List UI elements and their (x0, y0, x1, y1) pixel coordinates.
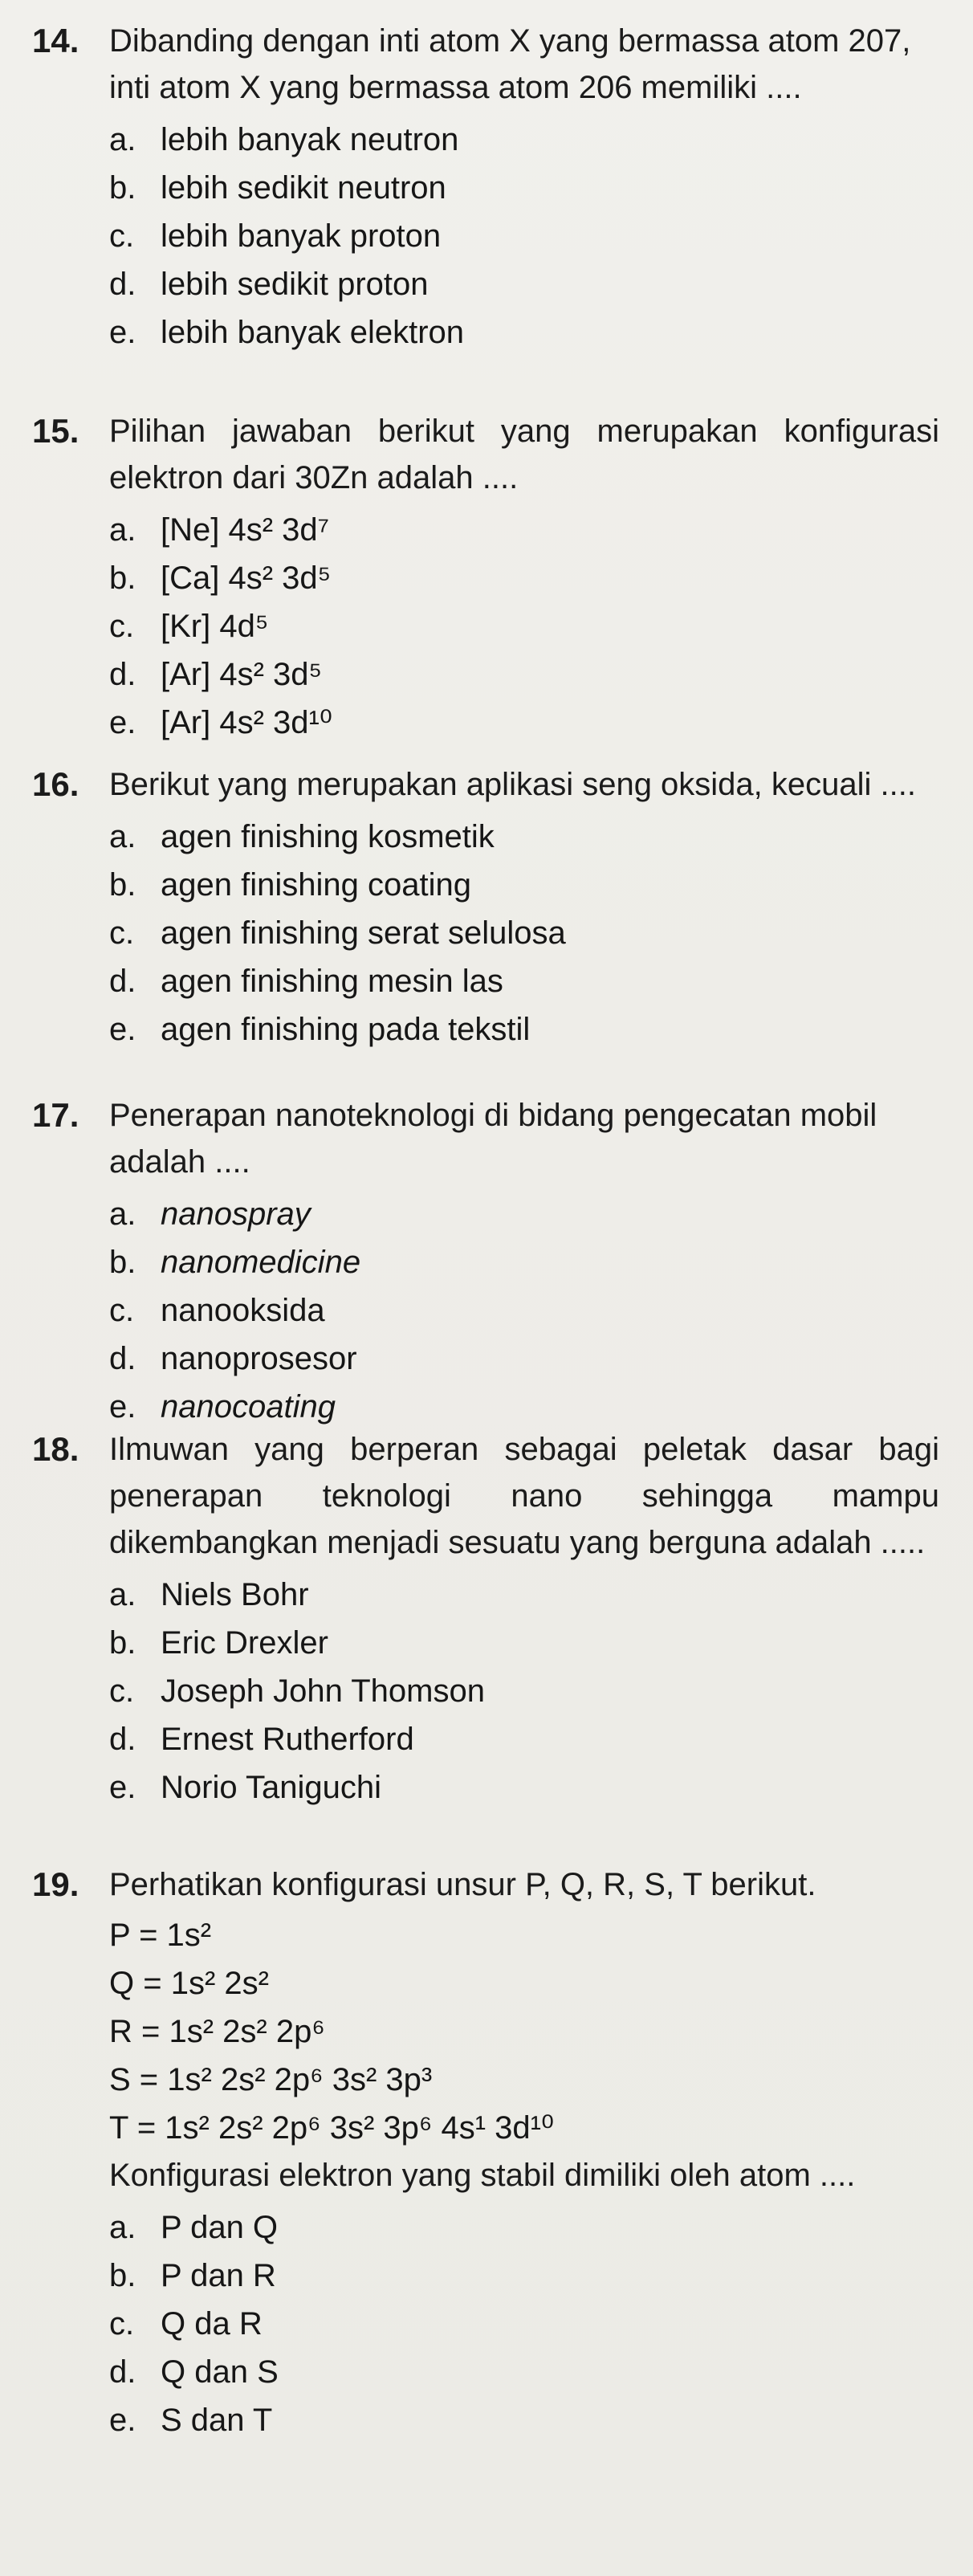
option-letter: c. (109, 609, 135, 644)
option-b (109, 2252, 939, 2300)
option-text: [Ca] 4s² 3d⁵ (161, 560, 332, 596)
question-prompt: Konfigurasi elektron yang stabil dimiliki oleh atom .... (109, 2158, 856, 2193)
option-a (109, 116, 939, 164)
option-d (109, 957, 939, 1005)
option-letter: e. (109, 2403, 136, 2438)
option-text: nanocoating (161, 1389, 336, 1425)
electron-config-list (109, 1911, 939, 2152)
question-number: 19. (32, 1865, 79, 1903)
option-letter: d. (109, 964, 136, 999)
option-letter: b. (109, 867, 136, 903)
option-b (109, 1238, 939, 1286)
option-c (109, 1286, 939, 1335)
question-19 (32, 1861, 939, 2444)
option-text: lebih banyak elektron (161, 315, 465, 350)
option-text: Eric Drexler (161, 1625, 328, 1661)
question-number: 18. (32, 1430, 79, 1468)
option-text: [Ar] 4s² 3d⁵ (161, 657, 323, 692)
option-e (109, 1005, 939, 1054)
option-letter: b. (109, 1625, 136, 1661)
option-d (109, 650, 939, 699)
option-letter: b. (109, 1245, 136, 1280)
option-c (109, 909, 939, 957)
config-q: Q = 1s² 2s² (109, 1966, 269, 2001)
answer-options (109, 1190, 939, 1431)
option-text: agen finishing serat selulosa (161, 915, 566, 951)
option-text: Joseph John Thomson (161, 1673, 485, 1709)
option-c (109, 1667, 939, 1715)
option-text: [Kr] 4d⁵ (161, 609, 269, 644)
option-letter: a. (109, 1196, 136, 1232)
option-e (109, 1383, 939, 1431)
option-b (109, 164, 939, 212)
question-number: 16. (32, 765, 79, 803)
question-18 (32, 1426, 939, 1812)
option-text: lebih sedikit neutron (161, 170, 446, 206)
option-letter: b. (109, 560, 136, 596)
option-letter: b. (109, 170, 136, 206)
option-e (109, 1763, 939, 1812)
option-letter: d. (109, 657, 136, 692)
question-15 (32, 408, 939, 747)
option-letter: c. (109, 2306, 135, 2342)
option-letter: c. (109, 1293, 135, 1328)
config-r: R = 1s² 2s² 2p⁶ (109, 2014, 325, 2049)
question-number: 14. (32, 22, 79, 59)
question-text: Perhatikan konfigurasi unsur P, Q, R, S, T berikut. (109, 1867, 816, 1902)
option-a (109, 1571, 939, 1619)
option-text: agen finishing pada tekstil (161, 1012, 531, 1047)
answer-options (109, 1571, 939, 1812)
option-b (109, 861, 939, 909)
option-d (109, 2348, 939, 2396)
question-text: Penerapan nanoteknologi di bidang pengecatan mobil adalah .... (109, 1098, 877, 1180)
option-d (109, 1335, 939, 1383)
option-text: lebih sedikit proton (161, 267, 429, 302)
option-c (109, 212, 939, 260)
option-text: lebih banyak neutron (161, 122, 459, 157)
option-b (109, 554, 939, 602)
config-s: S = 1s² 2s² 2p⁶ 3s² 3p³ (109, 2062, 433, 2097)
option-text: Q dan S (161, 2354, 279, 2390)
question-number: 15. (32, 412, 79, 450)
option-text: nanomedicine (161, 1245, 361, 1280)
option-text: nanospray (161, 1196, 311, 1232)
option-text: Norio Taniguchi (161, 1770, 381, 1805)
option-text: nanoprosesor (161, 1341, 357, 1376)
option-letter: d. (109, 2354, 136, 2390)
question-text: Pilihan jawaban berikut yang merupakan konfigurasi elektron dari 30Zn adalah .... (109, 414, 939, 495)
option-letter: a. (109, 122, 136, 157)
option-letter: e. (109, 1770, 136, 1805)
option-a (109, 1190, 939, 1238)
option-letter: c. (109, 1673, 135, 1709)
option-text: nanooksida (161, 1293, 325, 1328)
option-letter: a. (109, 1577, 136, 1612)
option-text: [Ar] 4s² 3d¹⁰ (161, 705, 332, 740)
option-e (109, 699, 939, 747)
answer-options (109, 116, 939, 357)
question-14 (32, 18, 939, 357)
option-c (109, 2300, 939, 2348)
option-d (109, 260, 939, 308)
option-letter: d. (109, 1722, 136, 1757)
option-letter: e. (109, 705, 136, 740)
question-number: 17. (32, 1096, 79, 1134)
option-a (109, 2203, 939, 2252)
option-letter: c. (109, 915, 135, 951)
option-text: P dan Q (161, 2210, 279, 2245)
option-text: P dan R (161, 2258, 276, 2293)
option-letter: e. (109, 1389, 136, 1425)
option-d (109, 1715, 939, 1763)
option-text: agen finishing mesin las (161, 964, 503, 999)
config-t: T = 1s² 2s² 2p⁶ 3s² 3p⁶ 4s¹ 3d¹⁰ (109, 2110, 555, 2146)
option-text: agen finishing kosmetik (161, 819, 495, 854)
option-letter: a. (109, 512, 136, 548)
question-text: Dibanding dengan inti atom X yang bermassa atom 207, inti atom X yang bermassa atom 206 memiliki .... (109, 23, 911, 105)
question-16 (32, 761, 939, 1054)
option-text: S dan T (161, 2403, 273, 2438)
option-letter: e. (109, 315, 136, 350)
option-b (109, 1619, 939, 1667)
option-e (109, 2396, 939, 2444)
option-c (109, 602, 939, 650)
answer-options (109, 2203, 939, 2444)
option-a (109, 813, 939, 861)
option-text: Ernest Rutherford (161, 1722, 414, 1757)
question-text: Berikut yang merupakan aplikasi seng oksida, kecuali .... (109, 767, 916, 802)
option-text: Niels Bohr (161, 1577, 309, 1612)
option-letter: a. (109, 2210, 136, 2245)
option-letter: b. (109, 2258, 136, 2293)
question-17 (32, 1092, 939, 1431)
option-letter: d. (109, 1341, 136, 1376)
answer-options (109, 813, 939, 1054)
option-letter: a. (109, 819, 136, 854)
option-text: Q da R (161, 2306, 263, 2342)
config-p: P = 1s² (109, 1918, 212, 1953)
option-text: agen finishing coating (161, 867, 471, 903)
question-text: Ilmuwan yang berperan sebagai peletak dasar bagi penerapan teknologi nano sehingga mampu dikembangkan menjadi sesuatu yang berguna adalah ..... (109, 1432, 939, 1560)
option-e (109, 308, 939, 357)
option-letter: d. (109, 267, 136, 302)
answer-options (109, 506, 939, 747)
option-text: [Ne] 4s² 3d⁷ (161, 512, 330, 548)
option-a (109, 506, 939, 554)
option-letter: c. (109, 218, 135, 254)
option-text: lebih banyak proton (161, 218, 442, 254)
option-letter: e. (109, 1012, 136, 1047)
